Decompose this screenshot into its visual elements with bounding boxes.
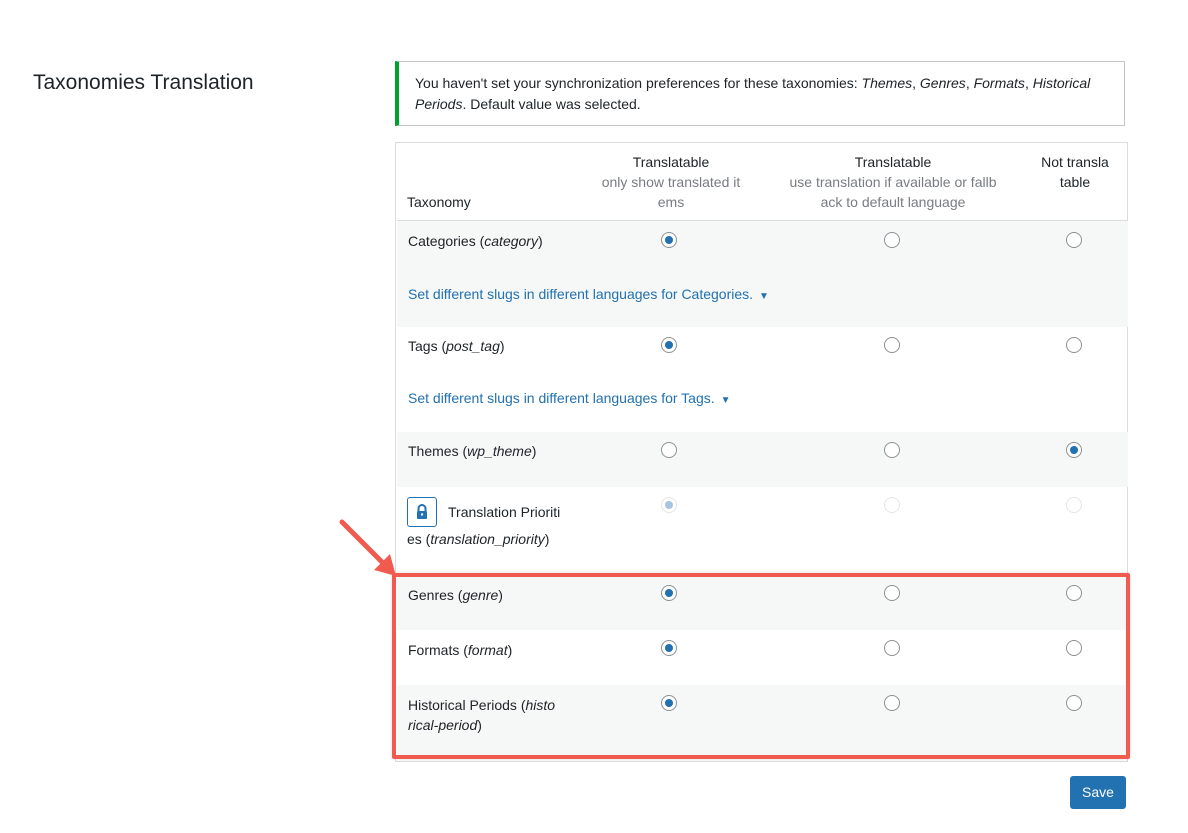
table-row bbox=[397, 630, 1128, 685]
row-label-historical-periods-line2: rical-period) bbox=[408, 717, 482, 733]
row-label-historical-periods-line1: Historical Periods (histo bbox=[408, 697, 556, 713]
slug-link-tags[interactable]: Set different slugs in different languages for Tags. ▼ bbox=[408, 390, 731, 406]
notice-sep: , bbox=[1024, 75, 1033, 91]
header-col-translatable-fallback bbox=[768, 152, 1018, 212]
radio-genres-fallback[interactable] bbox=[884, 585, 900, 601]
header-col3-line: table bbox=[1059, 174, 1091, 190]
sync-notice bbox=[395, 61, 1125, 126]
notice-suffix: . Default value was selected. bbox=[462, 96, 641, 112]
row-label-genres: Genres (genre) bbox=[408, 587, 503, 603]
table-row bbox=[397, 575, 1128, 630]
lock-icon bbox=[408, 498, 436, 526]
radio-themes-not-translatable[interactable] bbox=[1066, 442, 1082, 458]
radio-categories-translatable[interactable] bbox=[661, 232, 677, 248]
radio-formats-fallback[interactable] bbox=[884, 640, 900, 656]
header-col2-sub: ack to default language bbox=[820, 194, 966, 210]
radio-tags-not-translatable[interactable] bbox=[1066, 337, 1082, 353]
notice-sep: , bbox=[965, 75, 974, 91]
notice-item-historical-periods: Historical Periods bbox=[415, 75, 1091, 112]
header-taxonomy: Taxonomy bbox=[407, 194, 471, 210]
radio-historical-periods-fallback[interactable] bbox=[884, 695, 900, 711]
radio-genres-translatable[interactable] bbox=[661, 585, 677, 601]
save-button[interactable]: Save bbox=[1070, 776, 1126, 809]
taxonomy-table bbox=[395, 142, 1128, 762]
header-col-translatable-only bbox=[571, 152, 771, 212]
row-label-tags: Tags (post_tag) bbox=[408, 338, 505, 354]
radio-historical-periods-translatable[interactable] bbox=[661, 695, 677, 711]
radio-themes-fallback[interactable] bbox=[884, 442, 900, 458]
radio-formats-not-translatable[interactable] bbox=[1066, 640, 1082, 656]
caret-down-icon: ▼ bbox=[720, 395, 731, 406]
radio-translation-priorities-not-translatable bbox=[1066, 497, 1082, 513]
notice-prefix: You haven't set your synchronization preferences for these taxonomies: bbox=[415, 75, 862, 91]
notice-item-themes: Themes bbox=[861, 75, 913, 91]
radio-translation-priorities-fallback bbox=[884, 497, 900, 513]
row-label-themes: Themes (wp_theme) bbox=[408, 443, 537, 459]
table-row bbox=[397, 685, 1128, 757]
header-col3-line: Not transla bbox=[1041, 154, 1109, 170]
table-row bbox=[397, 432, 1128, 487]
radio-categories-fallback[interactable] bbox=[884, 232, 900, 248]
row-label-translation-priorities-line1: Translation Prioriti bbox=[448, 504, 561, 520]
radio-formats-translatable[interactable] bbox=[661, 640, 677, 656]
radio-categories-not-translatable[interactable] bbox=[1066, 232, 1082, 248]
table-row bbox=[397, 221, 1128, 327]
header-col-not-translatable bbox=[1026, 152, 1124, 192]
table-row bbox=[397, 327, 1128, 432]
notice-item-genres: Genres bbox=[919, 75, 966, 91]
radio-genres-not-translatable[interactable] bbox=[1066, 585, 1082, 601]
radio-themes-translatable[interactable] bbox=[661, 442, 677, 458]
row-label-formats: Formats (format) bbox=[408, 642, 513, 658]
radio-tags-translatable[interactable] bbox=[661, 337, 677, 353]
header-col1-title: Translatable bbox=[632, 154, 710, 170]
slug-link-categories[interactable]: Set different slugs in different languages for Categories. ▼ bbox=[408, 286, 769, 302]
notice-sep: , bbox=[912, 75, 920, 91]
notice-item-formats: Formats bbox=[973, 75, 1025, 91]
header-col2-sub: use translation if available or fallb bbox=[789, 174, 997, 190]
section-title: Taxonomies Translation bbox=[33, 71, 254, 94]
header-col2-title: Translatable bbox=[854, 154, 932, 170]
row-label-categories: Categories (category) bbox=[408, 233, 543, 249]
radio-tags-fallback[interactable] bbox=[884, 337, 900, 353]
row-label-translation-priorities-line2: es (translation_priority) bbox=[407, 531, 550, 547]
header-col1-sub: ems bbox=[657, 194, 685, 210]
radio-historical-periods-not-translatable[interactable] bbox=[1066, 695, 1082, 711]
radio-translation-priorities-translatable bbox=[661, 497, 677, 513]
header-col1-sub: only show translated it bbox=[601, 174, 741, 190]
annotation-arrow-icon bbox=[330, 512, 410, 582]
caret-down-icon: ▼ bbox=[759, 291, 769, 302]
lock-button[interactable] bbox=[407, 497, 437, 527]
